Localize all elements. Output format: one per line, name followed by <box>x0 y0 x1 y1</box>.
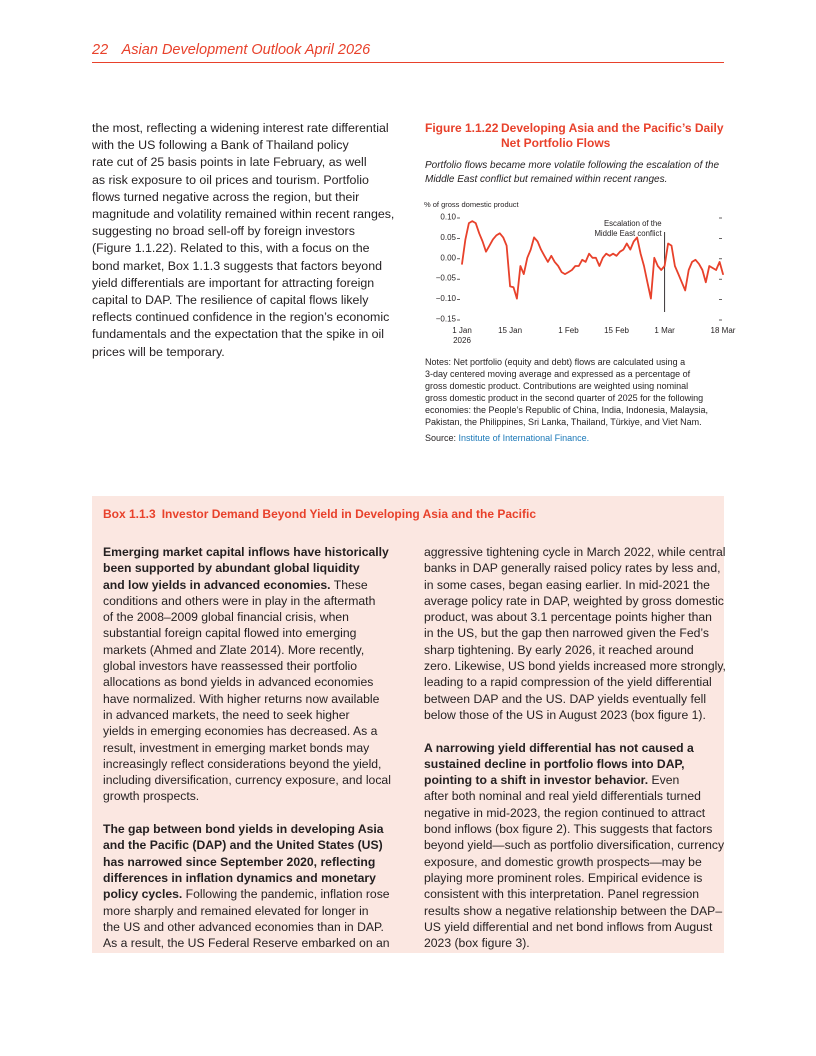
box-line-text: have normalized. With higher returns now available <box>103 691 380 706</box>
box-line <box>424 625 724 641</box>
box-line <box>424 756 724 772</box>
box-line-text: exposure, and domestic growth prospects—may be <box>424 854 702 869</box>
box-line <box>424 560 724 576</box>
box-line <box>103 935 403 951</box>
box-line-text: allocations as bond yields in advanced economies <box>103 675 374 690</box>
box-line <box>103 870 403 886</box>
box-line <box>103 919 403 935</box>
box-line <box>424 544 724 560</box>
body-line: capital to DAP. The resilience of capital flows likely <box>92 293 369 308</box>
box-line-text: product, was about 3.1 percentage points higher than <box>424 610 712 625</box>
body-line: the most, reflecting a widening interest rate differential <box>92 121 389 135</box>
series-line-net-portfolio-flows <box>462 221 723 299</box>
box-line-text: bond inflows (box figure 2). This suggests that factors <box>424 822 713 837</box>
figure-subtitle <box>425 159 725 186</box>
box-line <box>424 740 724 756</box>
header-rule <box>92 62 724 63</box>
source-label: Source: <box>425 433 457 443</box>
paragraph-gap <box>424 723 724 739</box>
box-line-text: between DAP and the US. DAP yields eventually fell <box>424 691 707 706</box>
box-line <box>103 544 403 560</box>
box-line-bold: policy cycles. <box>103 887 183 902</box>
source-link[interactable]: Institute of International Finance. <box>458 433 590 443</box>
box-line-text: consistent with this interpretation. Panel regression <box>424 887 700 902</box>
box-line <box>103 642 403 658</box>
box-line <box>103 821 403 837</box>
box-line <box>424 642 724 658</box>
box-line-text: growth prospects. <box>103 789 200 804</box>
box-line-text: average policy rate in DAP, weighted by gross domestic <box>424 593 724 608</box>
y-tick-label: −0.10 <box>435 294 456 304</box>
box-line <box>424 707 724 723</box>
box-line <box>424 821 724 837</box>
running-header <box>92 42 724 58</box>
box-line <box>424 577 724 593</box>
box-line <box>424 772 724 788</box>
box-line <box>103 658 403 674</box>
box-line <box>424 805 724 821</box>
box-line-text: increasingly reflect considerations beyond the yield, <box>103 756 382 771</box>
box-line <box>424 919 724 935</box>
box-line <box>424 837 724 853</box>
x-tick-label: 15 Jan <box>498 326 523 335</box>
box-line-text: aggressive tightening cycle in March 2022, while central <box>424 545 726 559</box>
box-line-text: Following the pandemic, inflation rose <box>182 887 390 902</box>
notes-line: Notes: Net portfolio (equity and debt) flows are calculated using a <box>425 357 686 367</box>
box-line-text: playing more prominent roles. Empirical evidence is <box>424 870 703 885</box>
box-line-bold: A narrowing yield differential has not caused a <box>424 740 694 755</box>
x-tick-label: 1 Mar <box>654 326 675 335</box>
box-line-text: below those of the US in August 2023 (box figure 1). <box>424 707 706 722</box>
notes-line: economies: the People’s Republic of China, India, Indonesia, Malaysia, <box>425 405 709 415</box>
box-line <box>424 903 724 919</box>
box-line-bold: Emerging market capital inflows have historically <box>103 545 389 559</box>
body-line: prices will be temporary. <box>92 344 225 359</box>
box-line <box>103 886 403 902</box>
body-text <box>92 120 395 361</box>
box-line-text: conditions and others were in play in the aftermath <box>103 593 376 608</box>
body-line: rate cut of 25 basis points in late February, as well <box>92 155 367 170</box>
notes-line: gross domestic product in the second quarter of 2025 for the following <box>425 393 704 403</box>
box-line <box>103 854 403 870</box>
figure-title <box>425 121 725 151</box>
box-number: Box 1.1.3 <box>103 507 156 521</box>
box-line-text: the US and other advanced economies than in DAP. <box>103 919 384 934</box>
box-line <box>103 788 403 804</box>
box-line-text: more sharply and remained elevated for longer in <box>103 903 369 918</box>
box-line <box>103 560 403 576</box>
box-line-text: in the US, but the gap then narrowed given the Fed’s <box>424 626 710 641</box>
box-line <box>424 788 724 804</box>
box-line <box>103 903 403 919</box>
body-line: magnitude and volatility remained within recent ranges, <box>92 207 395 222</box>
y-tick-label: −0.05 <box>435 273 456 283</box>
y-tick-label: 0.05 <box>440 232 456 242</box>
box-line-bold: has narrowed since September 2020, reflecting <box>103 854 376 869</box>
box-line <box>424 691 724 707</box>
box-line <box>103 723 403 739</box>
annotation-label-line2: Middle East conflict <box>594 229 662 238</box>
box-line-text: leading to a rapid compression of the yield differential <box>424 675 712 690</box>
figure-notes <box>425 356 725 428</box>
box-line-text: sharp tightening. By early 2026, it reached around <box>424 642 694 657</box>
box-line <box>424 935 724 951</box>
x-tick-label: 15 Feb <box>604 326 629 335</box>
box-line-text: in advanced markets, the need to seek higher <box>103 707 350 722</box>
y-tick-label: 0.10 <box>440 212 456 222</box>
box-left-column <box>103 544 403 951</box>
box-line-text: These <box>330 577 368 592</box>
body-line: (Figure 1.1.22). Related to this, with a focus on the <box>92 241 370 256</box>
body-line: flows turned negative across the region, but their <box>92 189 360 204</box>
box-line-text: after both nominal and real yield differentials turned <box>424 789 701 804</box>
box-line-text: result, investment in emerging market bonds may <box>103 740 370 755</box>
box-line-text: 2023 (box figure 3). <box>424 936 530 951</box>
plot-area <box>436 213 736 346</box>
y-tick-label: 0.00 <box>440 253 456 263</box>
figure-title-line2: Net Portfolio Flows <box>501 136 611 150</box>
annotation-label-line1: Escalation of the <box>603 219 662 228</box>
box-line <box>424 854 724 870</box>
box-line-bold: been supported by abundant global liquidity <box>103 561 360 576</box>
box-line-text: US yield differential and net bond inflows from August <box>424 919 713 934</box>
body-line: as risk exposure to oil prices and tourism. Portfolio <box>92 172 369 187</box>
box-line <box>103 707 403 723</box>
box-right-column <box>424 544 724 951</box>
notes-line: gross domestic product. Contributions are weighted using nominal <box>425 381 689 391</box>
box-line <box>424 886 724 902</box>
box-line <box>424 658 724 674</box>
box-line-text: global investors have reassessed their portfolio <box>103 659 358 674</box>
box-line-bold: The gap between bond yields in developing Asia <box>103 822 384 837</box>
box-line <box>103 674 403 690</box>
paragraph-gap <box>103 805 403 821</box>
box-line <box>424 870 724 886</box>
box-line-bold: and the Pacific (DAP) and the United States (US) <box>103 838 383 853</box>
box-line-text: markets (Ahmed and Zlate 2014). More recently, <box>103 642 365 657</box>
box-line <box>103 593 403 609</box>
box-line-text: including diversification, currency exposure, and local <box>103 773 391 788</box>
figure-source <box>425 433 589 443</box>
y-tick-label: −0.15 <box>435 314 456 324</box>
x-tick-label: 1 Feb <box>558 326 579 335</box>
figure-title-line1: Developing Asia and the Pacific’s Daily <box>501 121 724 135</box>
box-line-text: results show a negative relationship between the DAP– <box>424 903 723 918</box>
notes-line: 3-day centered moving average and expressed as a percentage of <box>425 369 691 379</box>
box-line-text: substantial foreign capital flowed into emerging <box>103 626 357 641</box>
box-line-text: Even <box>648 773 680 788</box>
figure-number: Figure 1.1.22 <box>425 121 499 135</box>
box-line <box>424 674 724 690</box>
box-line <box>103 837 403 853</box>
body-line: bond market, Box 1.1.3 suggests that factors beyond <box>92 258 382 273</box>
body-line: suggesting no broad sell-off by foreign investors <box>92 224 355 239</box>
box-title <box>103 507 723 521</box>
box-line <box>103 577 403 593</box>
box-line-text: As a result, the US Federal Reserve embarked on an <box>103 936 390 951</box>
box-line-text: yields in emerging economies has decreased. As a <box>103 724 378 739</box>
body-line: with the US following a Bank of Thailand policy <box>92 138 349 153</box>
box-title-text: Investor Demand Beyond Yield in Developing Asia and the Pacific <box>161 507 537 521</box>
box-line-text: in some cases, began easing earlier. In mid-2021 the <box>424 577 710 592</box>
figure-subtitle-line: Portfolio flows became more volatile following the escalation of the <box>425 160 720 171</box>
portfolio-flows-chart <box>420 196 736 348</box>
body-line: reflects continued confidence in the region’s economic <box>92 310 390 325</box>
box-line <box>424 593 724 609</box>
y-axis-label: % of gross domestic product <box>424 200 519 209</box>
body-line: yield differentials are important for attracting foreign <box>92 275 375 290</box>
box-line-text: of the 2008–2009 global financial crisis, when <box>103 610 349 625</box>
figure-subtitle-line: Middle East conflict but remained within recent ranges. <box>425 173 668 185</box>
box-line <box>103 740 403 756</box>
page-number: 22 <box>92 42 109 58</box>
body-line: fundamentals and the expectation that the spike in oil <box>92 327 385 342</box>
box-line <box>424 609 724 625</box>
x-tick-sublabel: 2026 <box>453 336 471 345</box>
box-line-text: zero. Likewise, US bond yields increased more strongly, <box>424 659 726 674</box>
x-tick-label: 1 Jan <box>452 326 472 335</box>
box-line <box>103 609 403 625</box>
box-line-bold: sustained decline in portfolio flows into DAP, <box>424 756 685 771</box>
box-line <box>103 691 403 707</box>
x-tick-label: 18 Mar <box>710 326 736 335</box>
notes-line: Pakistan, the Philippines, Sri Lanka, Thailand, Türkiye, and Viet Nam. <box>425 417 702 427</box>
box-line-text: banks in DAP generally raised policy rates by less and, <box>424 561 721 576</box>
box-line-bold: differences in inflation dynamics and monetary <box>103 870 376 885</box>
box-line <box>103 756 403 772</box>
box-line-bold: and low yields in advanced economies. <box>103 577 331 592</box>
box-line <box>103 772 403 788</box>
box-line-bold: pointing to a shift in investor behavior. <box>424 773 649 788</box>
box-line <box>103 625 403 641</box>
box-line-text: beyond yield—such as portfolio diversification, currency <box>424 838 725 853</box>
publication-title: Asian Development Outlook April 2026 <box>121 42 371 58</box>
box-line-text: negative in mid-2023, the region continued to attract <box>424 805 706 820</box>
